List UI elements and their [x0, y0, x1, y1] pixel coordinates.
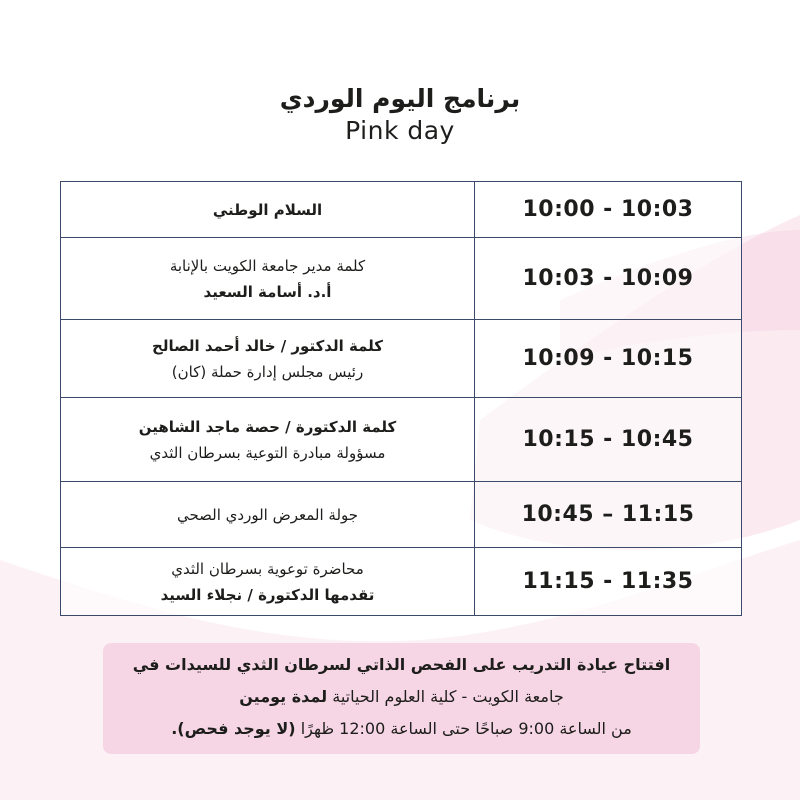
- schedule-time-cell: [475, 398, 742, 482]
- item-line: رئيس مجلس إدارة حملة (كان): [171, 362, 364, 381]
- item-line: كلمة الدكتور / خالد أحمد الصالح: [152, 336, 383, 355]
- schedule-row: [61, 182, 742, 238]
- notice-location: جامعة الكويت - كلية العلوم الحياتية: [327, 687, 564, 706]
- item-line: مسؤولة مبادرة التوعية بسرطان الثدي: [149, 443, 386, 462]
- time-range: 11:15 - 11:35: [522, 569, 694, 594]
- schedule-item-cell: [61, 320, 475, 398]
- schedule-time-cell: [475, 238, 742, 320]
- schedule-table: [60, 181, 742, 616]
- schedule-row: [61, 548, 742, 616]
- notice-line-1: افتتاح عيادة التدريب على الفحص الذاتي لسرطان الثدي للسيدات في: [132, 655, 671, 674]
- notice-line-3: [103, 713, 700, 745]
- time-range: 10:03 - 10:09: [522, 266, 694, 291]
- item-line: أ.د. أسامة السعيد: [203, 282, 332, 301]
- time-range: 10:15 - 10:45: [522, 427, 694, 452]
- program-title-english: Pink day: [345, 116, 455, 145]
- notice-no-exam: (لا يوجد فحص).: [171, 719, 296, 738]
- notice-duration: لمدة يومين: [239, 687, 328, 706]
- item-line: تقدمها الدكتورة / نجلاء السيد: [160, 585, 375, 604]
- time-range: 10:00 - 10:03: [522, 197, 694, 222]
- schedule-item-cell: [61, 238, 475, 320]
- time-range: 10:45 – 11:15: [521, 502, 695, 527]
- item-line: محاضرة توعوية بسرطان الثدي: [171, 559, 364, 578]
- item-line: جولة المعرض الوردي الصحي: [176, 505, 359, 524]
- notice-hours: من الساعة 9:00 صباحًا حتى الساعة 12:00 ظهرًا: [295, 719, 632, 738]
- item-line: السلام الوطني: [212, 200, 323, 219]
- schedule-time-cell: [475, 482, 742, 548]
- schedule-item-cell: [61, 182, 475, 238]
- schedule-item-cell: [61, 548, 475, 616]
- schedule-row: [61, 482, 742, 548]
- schedule-time-cell: [475, 548, 742, 616]
- schedule-row: [61, 398, 742, 482]
- schedule-time-cell: [475, 320, 742, 398]
- schedule-item-cell: [61, 398, 475, 482]
- schedule-row: [61, 238, 742, 320]
- schedule-item-cell: [61, 482, 475, 548]
- item-line: كلمة الدكتورة / حصة ماجد الشاهين: [138, 417, 397, 436]
- schedule-row: [61, 320, 742, 398]
- program-title-arabic: برنامج اليوم الوردي: [279, 84, 521, 113]
- notice-line-2: [103, 681, 700, 713]
- clinic-notice: [103, 643, 700, 754]
- item-line: كلمة مدير جامعة الكويت بالإنابة: [169, 256, 366, 275]
- schedule-time-cell: [475, 182, 742, 238]
- time-range: 10:09 - 10:15: [522, 346, 694, 371]
